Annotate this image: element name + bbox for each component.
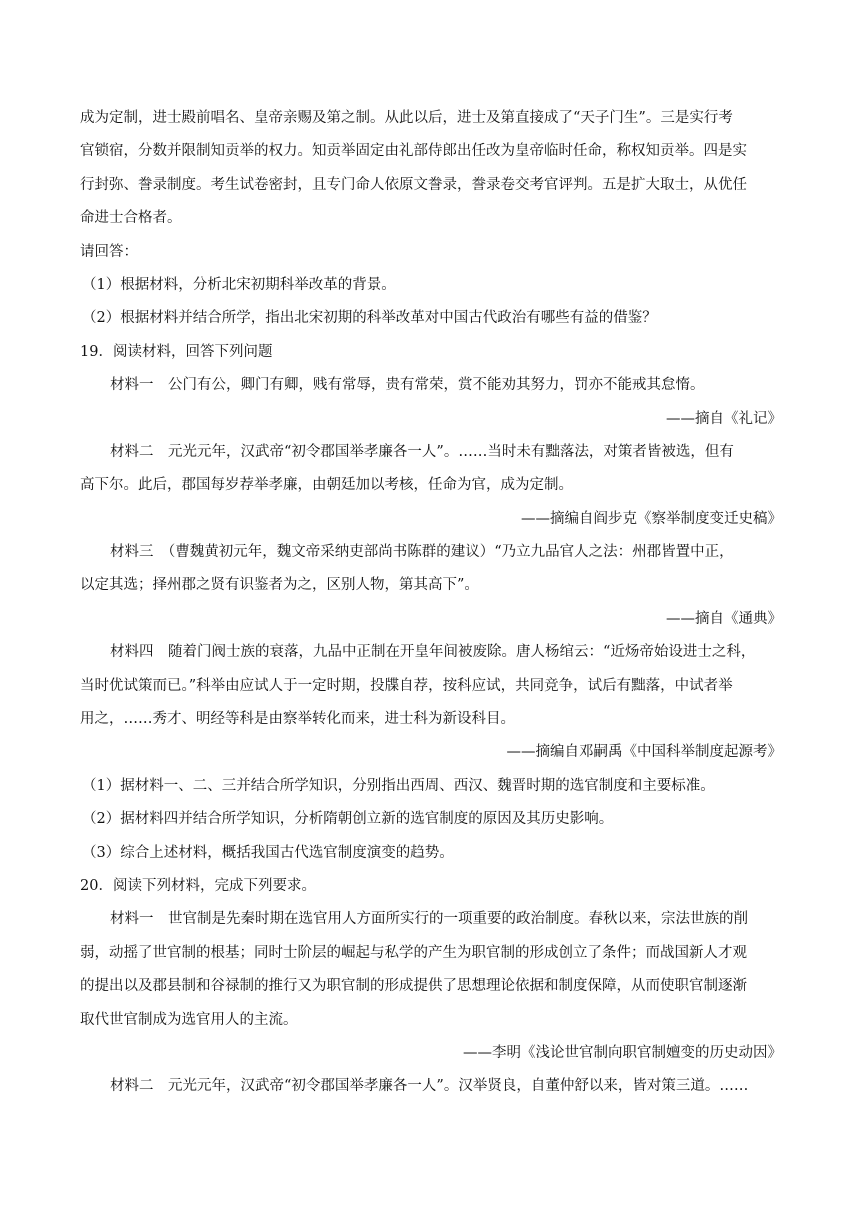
text-line: 材料一 公门有公，卿门有卿，贱有常辱，贵有常荣，赏不能劝其努力，罚亦不能戒其怠惰。 xyxy=(110,377,705,394)
text-line: 以定其选；择州郡之贤有识鉴者为之，区别人物，第其高下”。 xyxy=(80,577,479,594)
text-line: 19．阅读材料，回答下列问题 xyxy=(80,343,273,360)
source-citation: ——李明《浅论世官制向职官制嬗变的历史动因》 xyxy=(463,1044,782,1061)
text-line: 取代世官制成为选官用人的主流。 xyxy=(80,1011,298,1028)
text-line: 材料二 元光元年，汉武帝“初令郡国举孝廉各一人”。……当时未有黜落法，对策者皆被选，但有 xyxy=(110,443,734,460)
source-citation: ——摘编自邓嗣禹《中国科举制度起源考》 xyxy=(506,744,782,761)
text-line: 成为定制，进士殿前唱名、皇帝亲赐及第之制。从此以后，进士及第直接成了“天子门生”。三是实行考 xyxy=(80,110,733,126)
question-item: （1）根据材料，分析北宋初期科举改革的背景。 xyxy=(82,276,396,293)
text-line: 材料三 （曹魏黄初元年，魏文帝采纳吏部尚书陈群的建议）“乃立九品官人之法：州郡皆置中正， xyxy=(110,544,734,561)
text-line: 20．阅读下列材料，完成下列要求。 xyxy=(80,877,316,894)
text-line: 当时优试策而已。”科举由应试人于一定时期，投牒自荐，按科应试，共同竞争，试后有黜落，中试者举 xyxy=(80,677,733,694)
text-line: 高下尔。此后，郡国每岁荐举孝廉，由朝廷加以考核，任命为官，成为定制。 xyxy=(80,477,573,494)
text-line: 的提出以及郡县制和谷禄制的推行又为职官制的形成提供了思想理论依据和制度保障，从而使职官制逐渐 xyxy=(80,978,747,995)
text-line: 材料二 元光元年，汉武帝“初令郡国举孝廉各一人”。汉举贤良，自董仲舒以来，皆对策三道。…… xyxy=(110,1078,749,1095)
text-line: 命进士合格者。 xyxy=(80,210,182,227)
source-citation: ——摘自《通典》 xyxy=(666,610,782,627)
question-item: （3）综合上述材料，概括我国古代选官制度演变的趋势。 xyxy=(82,844,454,861)
text-line: 弱，动摇了世官制的根基；同时士阶层的崛起与私学的产生为职官制的形成创立了条件；而战国新人才观 xyxy=(80,944,747,961)
text-line: 材料四 随着门阀士族的衰落，九品中正制在开皇年间被废除。唐人杨绾云：“近炀帝始设进士之科， xyxy=(110,644,756,661)
text-line: 用之，……秀才、明经等科是由察举转化而来，进士科为新设科目。 xyxy=(80,711,515,728)
document-page xyxy=(80,102,782,1104)
question-item: （2）据材料四并结合所学知识，分析隋朝创立新的选官制度的原因及其历史影响。 xyxy=(82,811,614,828)
question-item: （2）根据材料并结合所学，指出北宋初期的科举改革对中国古代政治有哪些有益的借鉴？ xyxy=(82,310,657,327)
source-citation: ——摘编自阎步克《察举制度变迁史稿》 xyxy=(521,510,782,527)
text-line: 官锁宿，分数并限制知贡举的权力。知贡举固定由礼部侍郎出任改为皇帝临时任命，称权知贡举。四是实 xyxy=(80,143,747,160)
source-citation: ——摘自《礼记》 xyxy=(666,410,782,427)
text-line: 行封弥、誊录制度。考生试卷密封，且专门命人依原文誊录，誊录卷交考官评判。五是扩大取士，从优任 xyxy=(80,176,747,193)
text-line: 请回答： xyxy=(80,243,138,260)
question-item: （1）据材料一、二、三并结合所学知识，分别指出西周、西汉、魏晋时期的选官制度和主要标准。 xyxy=(82,777,715,794)
text-line: 材料一 世官制是先秦时期在选官用人方面所实行的一项重要的政治制度。春秋以来，宗法世族的削 xyxy=(110,911,748,928)
